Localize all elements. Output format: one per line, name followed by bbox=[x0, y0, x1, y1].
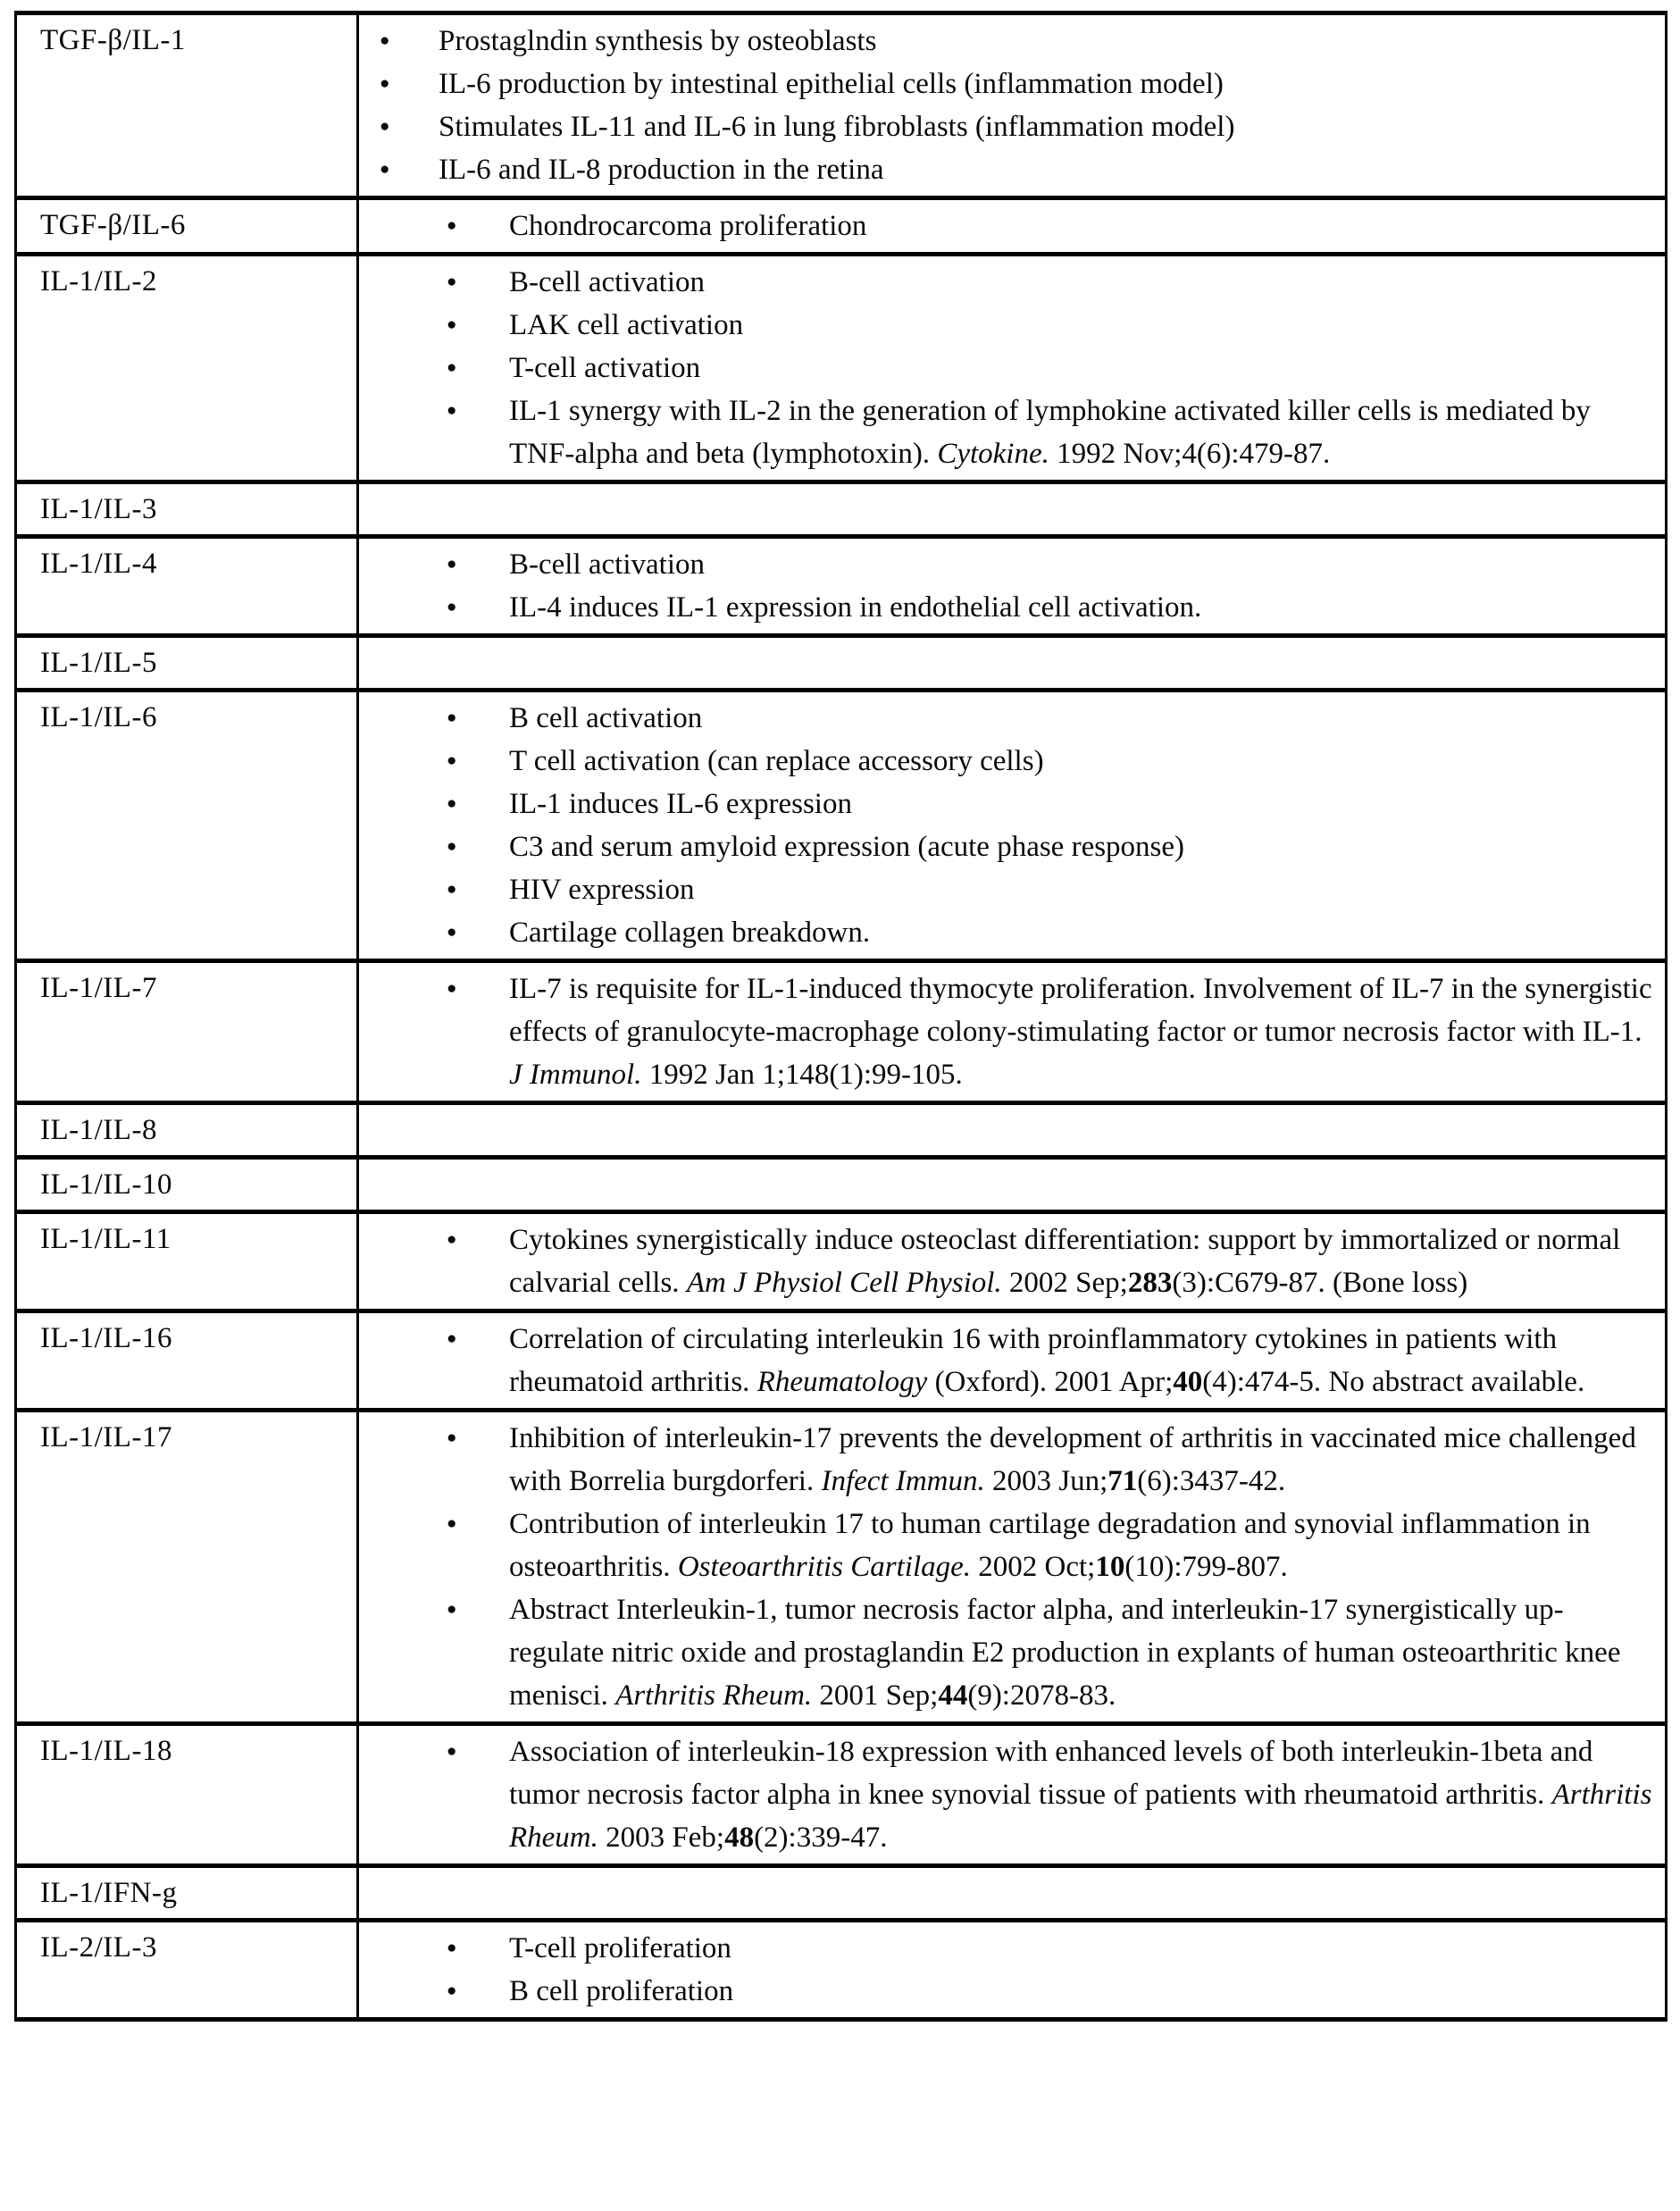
bullet-icon: ● bbox=[447, 1230, 457, 1249]
bullet-item bbox=[444, 304, 1652, 347]
bullet-icon: ● bbox=[447, 401, 457, 420]
text-segment: Inhibition of interleukin-17 prevents the development of arthritis in vaccinated mice challenged with Borrelia burgdorferi. bbox=[509, 1422, 1636, 1497]
bullet-icon: ● bbox=[447, 708, 457, 727]
bullet-text bbox=[509, 1927, 1652, 1970]
effects-cell bbox=[358, 482, 1667, 537]
effects-cell bbox=[358, 13, 1667, 198]
bullet-text bbox=[509, 347, 1652, 389]
text-segment: 2002 Oct; bbox=[971, 1551, 1096, 1583]
bullet-icon: ● bbox=[380, 160, 390, 179]
table-row bbox=[16, 482, 1667, 537]
journal-name: J Immunol. bbox=[509, 1059, 642, 1091]
cytokine-pair-label: IL-1/IL-5 bbox=[16, 636, 358, 691]
effects-cell bbox=[358, 1212, 1667, 1311]
bullet-icon: ● bbox=[447, 979, 457, 998]
bullet-item bbox=[444, 740, 1652, 783]
text-segment: B-cell activation bbox=[509, 549, 705, 581]
bullet-text bbox=[439, 63, 1652, 105]
table-row bbox=[16, 691, 1667, 961]
bullet-item bbox=[444, 868, 1652, 911]
bullet-item bbox=[444, 1503, 1652, 1588]
cytokine-pair-label: IL-1/IL-11 bbox=[16, 1212, 358, 1311]
bullet-item bbox=[444, 261, 1652, 304]
effects-cell bbox=[358, 198, 1667, 255]
bullet-icon: ● bbox=[447, 598, 457, 616]
text-segment: Abstract Interleukin-1, tumor necrosis factor alpha, and interleukin-17 synergistically up-regulate nitric oxide and prostaglandin E2 production in explants of human osteoarthritic knee menisci. bbox=[509, 1594, 1621, 1712]
bullet-icon: ● bbox=[447, 1514, 457, 1533]
bullet-icon: ● bbox=[447, 1428, 457, 1447]
bullet-text bbox=[509, 1503, 1652, 1588]
effects-cell bbox=[358, 1103, 1667, 1158]
effects-cell bbox=[358, 1411, 1667, 1724]
text-segment: Stimulates IL-11 and IL-6 in lung fibroblasts (inflammation model) bbox=[439, 111, 1235, 143]
bullet-icon: ● bbox=[447, 837, 457, 856]
table-row bbox=[16, 1866, 1667, 1921]
text-segment: Cytokines synergistically induce osteoclast differentiation: support by immortalized or normal calvarial cells. bbox=[509, 1224, 1621, 1299]
effects-cell bbox=[358, 1921, 1667, 2020]
text-segment: 1992 Nov;4(6):479-87. bbox=[1049, 438, 1331, 470]
text-segment: B cell activation bbox=[509, 702, 703, 734]
table-row bbox=[16, 1103, 1667, 1158]
table-row bbox=[16, 636, 1667, 691]
bullet-item bbox=[444, 911, 1652, 954]
bullet-icon: ● bbox=[447, 358, 457, 377]
cytokine-pair-label: IL-1/IL-16 bbox=[16, 1311, 358, 1411]
bullet-icon: ● bbox=[447, 1600, 457, 1619]
effects-cell bbox=[358, 691, 1667, 961]
bullet-icon: ● bbox=[447, 272, 457, 291]
bullet-text bbox=[509, 1970, 1652, 2013]
bullet-text bbox=[509, 911, 1652, 954]
text-segment: T cell activation (can replace accessory cells) bbox=[509, 745, 1044, 777]
table-row bbox=[16, 13, 1667, 198]
bullet-item bbox=[444, 783, 1652, 825]
text-segment: (3):C679-87. (Bone loss) bbox=[1172, 1267, 1468, 1299]
bullet-item bbox=[444, 543, 1652, 586]
text-segment: (9):2078-83. bbox=[967, 1679, 1116, 1712]
text-segment: Association of interleukin-18 expression with enhanced levels of both interleukin-1beta and tumor necrosis factor alpha in knee synovial tissue of patients with rheumatoid arthritis. bbox=[509, 1736, 1593, 1811]
bullet-icon: ● bbox=[447, 751, 457, 770]
bullet-item bbox=[444, 205, 1652, 247]
bullet-item bbox=[377, 20, 1652, 63]
bullet-item bbox=[444, 1927, 1652, 1970]
bullet-icon: ● bbox=[447, 923, 457, 942]
effects-cell bbox=[358, 1724, 1667, 1866]
text-segment: IL-1 synergy with IL-2 in the generation of lymphokine activated killer cells is mediated by TNF-alpha and beta (lymphotoxin). bbox=[509, 395, 1591, 470]
table-body bbox=[16, 13, 1667, 2020]
table-row bbox=[16, 1311, 1667, 1411]
bullet-text bbox=[509, 783, 1652, 825]
text-segment: 2003 Jun; bbox=[984, 1465, 1108, 1497]
cytokine-pair-label: IL-1/IL-17 bbox=[16, 1411, 358, 1724]
text-segment: IL-4 induces IL-1 expression in endothelial cell activation. bbox=[509, 591, 1202, 624]
text-segment: IL-7 is requisite for IL-1-induced thymocyte proliferation. Involvement of IL-7 in the synergistic effects of granulocyte-macrophage colony-stimulating factor or tumor necrosis factor with IL-1. bbox=[509, 973, 1652, 1048]
journal-name: Osteoarthritis Cartilage. bbox=[677, 1551, 972, 1583]
cytokine-pair-label: IL-1/IL-3 bbox=[16, 482, 358, 537]
text-segment: 2003 Feb; bbox=[598, 1822, 725, 1854]
volume-number: 283 bbox=[1127, 1267, 1173, 1299]
bullet-text bbox=[439, 105, 1652, 148]
effects-cell bbox=[358, 636, 1667, 691]
bullet-item bbox=[377, 105, 1652, 148]
bullet-icon: ● bbox=[447, 315, 457, 334]
bullet-text bbox=[509, 304, 1652, 347]
bullet-item bbox=[444, 347, 1652, 389]
text-segment: Chondrocarcoma proliferation bbox=[509, 210, 867, 242]
bullet-text bbox=[509, 967, 1652, 1096]
text-segment: T-cell activation bbox=[509, 352, 701, 384]
bullet-icon: ● bbox=[380, 31, 390, 50]
text-segment: Contribution of interleukin 17 to human cartilage degradation and synovial inflammation in osteoarthritis. bbox=[509, 1508, 1591, 1583]
bullet-item bbox=[444, 1219, 1652, 1304]
bullet-item bbox=[444, 967, 1652, 1096]
effects-cell bbox=[358, 537, 1667, 636]
cytokine-pair-label: IL-1/IFN-g bbox=[16, 1866, 358, 1921]
bullet-icon: ● bbox=[447, 1981, 457, 2000]
cytokine-pair-label: IL-1/IL-4 bbox=[16, 537, 358, 636]
journal-name: Am J Physiol Cell Physiol. bbox=[686, 1267, 1002, 1299]
cytokine-pair-label: IL-1/IL-2 bbox=[16, 255, 358, 482]
text-segment: (Oxford). 2001 Apr; bbox=[927, 1366, 1174, 1398]
bullet-text bbox=[439, 148, 1652, 191]
volume-number: 40 bbox=[1173, 1366, 1203, 1398]
bullet-icon: ● bbox=[447, 1742, 457, 1761]
journal-name: Arthritis Rheum. bbox=[615, 1679, 813, 1712]
bullet-item bbox=[444, 1588, 1652, 1717]
cytokine-pair-label: IL-1/IL-7 bbox=[16, 961, 358, 1103]
text-segment: (4):474-5. No abstract available. bbox=[1202, 1366, 1585, 1398]
text-segment: 2002 Sep; bbox=[1001, 1267, 1128, 1299]
bullet-item bbox=[444, 825, 1652, 868]
bullet-icon: ● bbox=[447, 1939, 457, 1957]
cytokine-pair-label: IL-1/IL-6 bbox=[16, 691, 358, 961]
text-segment: C3 and serum amyloid expression (acute phase response) bbox=[509, 831, 1185, 863]
text-segment: (2):339-47. bbox=[754, 1822, 888, 1854]
effects-cell bbox=[358, 255, 1667, 482]
bullet-item bbox=[444, 1417, 1652, 1503]
bullet-text bbox=[509, 1219, 1652, 1304]
bullet-text bbox=[509, 740, 1652, 783]
bullet-text bbox=[509, 261, 1652, 304]
cytokine-pair-label: IL-1/IL-8 bbox=[16, 1103, 358, 1158]
bullet-text bbox=[509, 543, 1652, 586]
table-row bbox=[16, 1724, 1667, 1866]
table-row bbox=[16, 1212, 1667, 1311]
bullet-item bbox=[444, 697, 1652, 740]
text-segment: (10):799-807. bbox=[1124, 1551, 1288, 1583]
text-segment: B cell proliferation bbox=[509, 1975, 734, 2007]
cytokine-pair-label: IL-1/IL-18 bbox=[16, 1724, 358, 1866]
table-row bbox=[16, 1411, 1667, 1724]
bullet-item bbox=[444, 1970, 1652, 2013]
cytokine-pair-label: TGF-β/IL-1 bbox=[16, 13, 358, 198]
table-row bbox=[16, 198, 1667, 255]
journal-name: Arthritis Rheum. bbox=[509, 1779, 1652, 1854]
table-row bbox=[16, 537, 1667, 636]
bullet-item bbox=[444, 389, 1652, 475]
text-segment: IL-6 production by intestinal epithelial cells (inflammation model) bbox=[439, 68, 1224, 100]
volume-number: 10 bbox=[1095, 1551, 1125, 1583]
bullet-text bbox=[509, 1730, 1652, 1859]
bullet-text bbox=[509, 205, 1652, 247]
bullet-text bbox=[509, 1588, 1652, 1717]
table-row bbox=[16, 255, 1667, 482]
text-segment: 1992 Jan 1;148(1):99-105. bbox=[641, 1059, 963, 1091]
text-segment: IL-6 and IL-8 production in the retina bbox=[439, 154, 884, 186]
bullet-icon: ● bbox=[447, 555, 457, 574]
table-row bbox=[16, 1921, 1667, 2020]
bullet-icon: ● bbox=[447, 794, 457, 813]
journal-name: Infect Immun. bbox=[821, 1465, 985, 1497]
cytokine-pair-label: IL-2/IL-3 bbox=[16, 1921, 358, 2020]
bullet-icon: ● bbox=[447, 880, 457, 899]
text-segment: Correlation of circulating interleukin 16 with proinflammatory cytokines in patients with rheumatoid arthritis. bbox=[509, 1323, 1558, 1398]
text-segment: HIV expression bbox=[509, 874, 695, 906]
bullet-text bbox=[509, 586, 1652, 629]
effects-cell bbox=[358, 961, 1667, 1103]
cytokine-pair-synergy-table bbox=[14, 11, 1667, 2022]
bullet-icon: ● bbox=[380, 117, 390, 136]
bullet-text bbox=[439, 20, 1652, 63]
bullet-icon: ● bbox=[447, 216, 457, 235]
volume-number: 44 bbox=[938, 1679, 968, 1712]
bullet-text bbox=[509, 1417, 1652, 1503]
volume-number: 71 bbox=[1107, 1465, 1138, 1497]
bullet-item bbox=[377, 63, 1652, 105]
text-segment: (6):3437-42. bbox=[1137, 1465, 1286, 1497]
cytokine-pair-label: IL-1/IL-10 bbox=[16, 1158, 358, 1212]
text-segment: 2001 Sep; bbox=[812, 1679, 939, 1712]
effects-cell bbox=[358, 1158, 1667, 1212]
bullet-item bbox=[444, 1730, 1652, 1859]
text-segment: T-cell proliferation bbox=[509, 1932, 731, 1964]
text-segment: Cartilage collagen breakdown. bbox=[509, 917, 871, 949]
bullet-text bbox=[509, 1318, 1652, 1403]
effects-cell bbox=[358, 1311, 1667, 1411]
volume-number: 48 bbox=[724, 1822, 755, 1854]
bullet-icon: ● bbox=[447, 1329, 457, 1348]
bullet-item bbox=[444, 586, 1652, 629]
journal-name: Rheumatology bbox=[756, 1366, 928, 1398]
bullet-item bbox=[377, 148, 1652, 191]
bullet-text bbox=[509, 825, 1652, 868]
text-segment: Prostaglndin synthesis by osteoblasts bbox=[439, 25, 877, 57]
effects-cell bbox=[358, 1866, 1667, 1921]
text-segment: B-cell activation bbox=[509, 266, 705, 298]
text-segment: IL-1 induces IL-6 expression bbox=[509, 788, 852, 820]
bullet-icon: ● bbox=[380, 74, 390, 93]
journal-name: Cytokine. bbox=[937, 438, 1049, 470]
table-row bbox=[16, 1158, 1667, 1212]
cytokine-pair-label: TGF-β/IL-6 bbox=[16, 198, 358, 255]
bullet-text bbox=[509, 868, 1652, 911]
bullet-text bbox=[509, 697, 1652, 740]
table-row bbox=[16, 961, 1667, 1103]
text-segment: LAK cell activation bbox=[509, 309, 744, 341]
bullet-text bbox=[509, 389, 1652, 475]
bullet-item bbox=[444, 1318, 1652, 1403]
